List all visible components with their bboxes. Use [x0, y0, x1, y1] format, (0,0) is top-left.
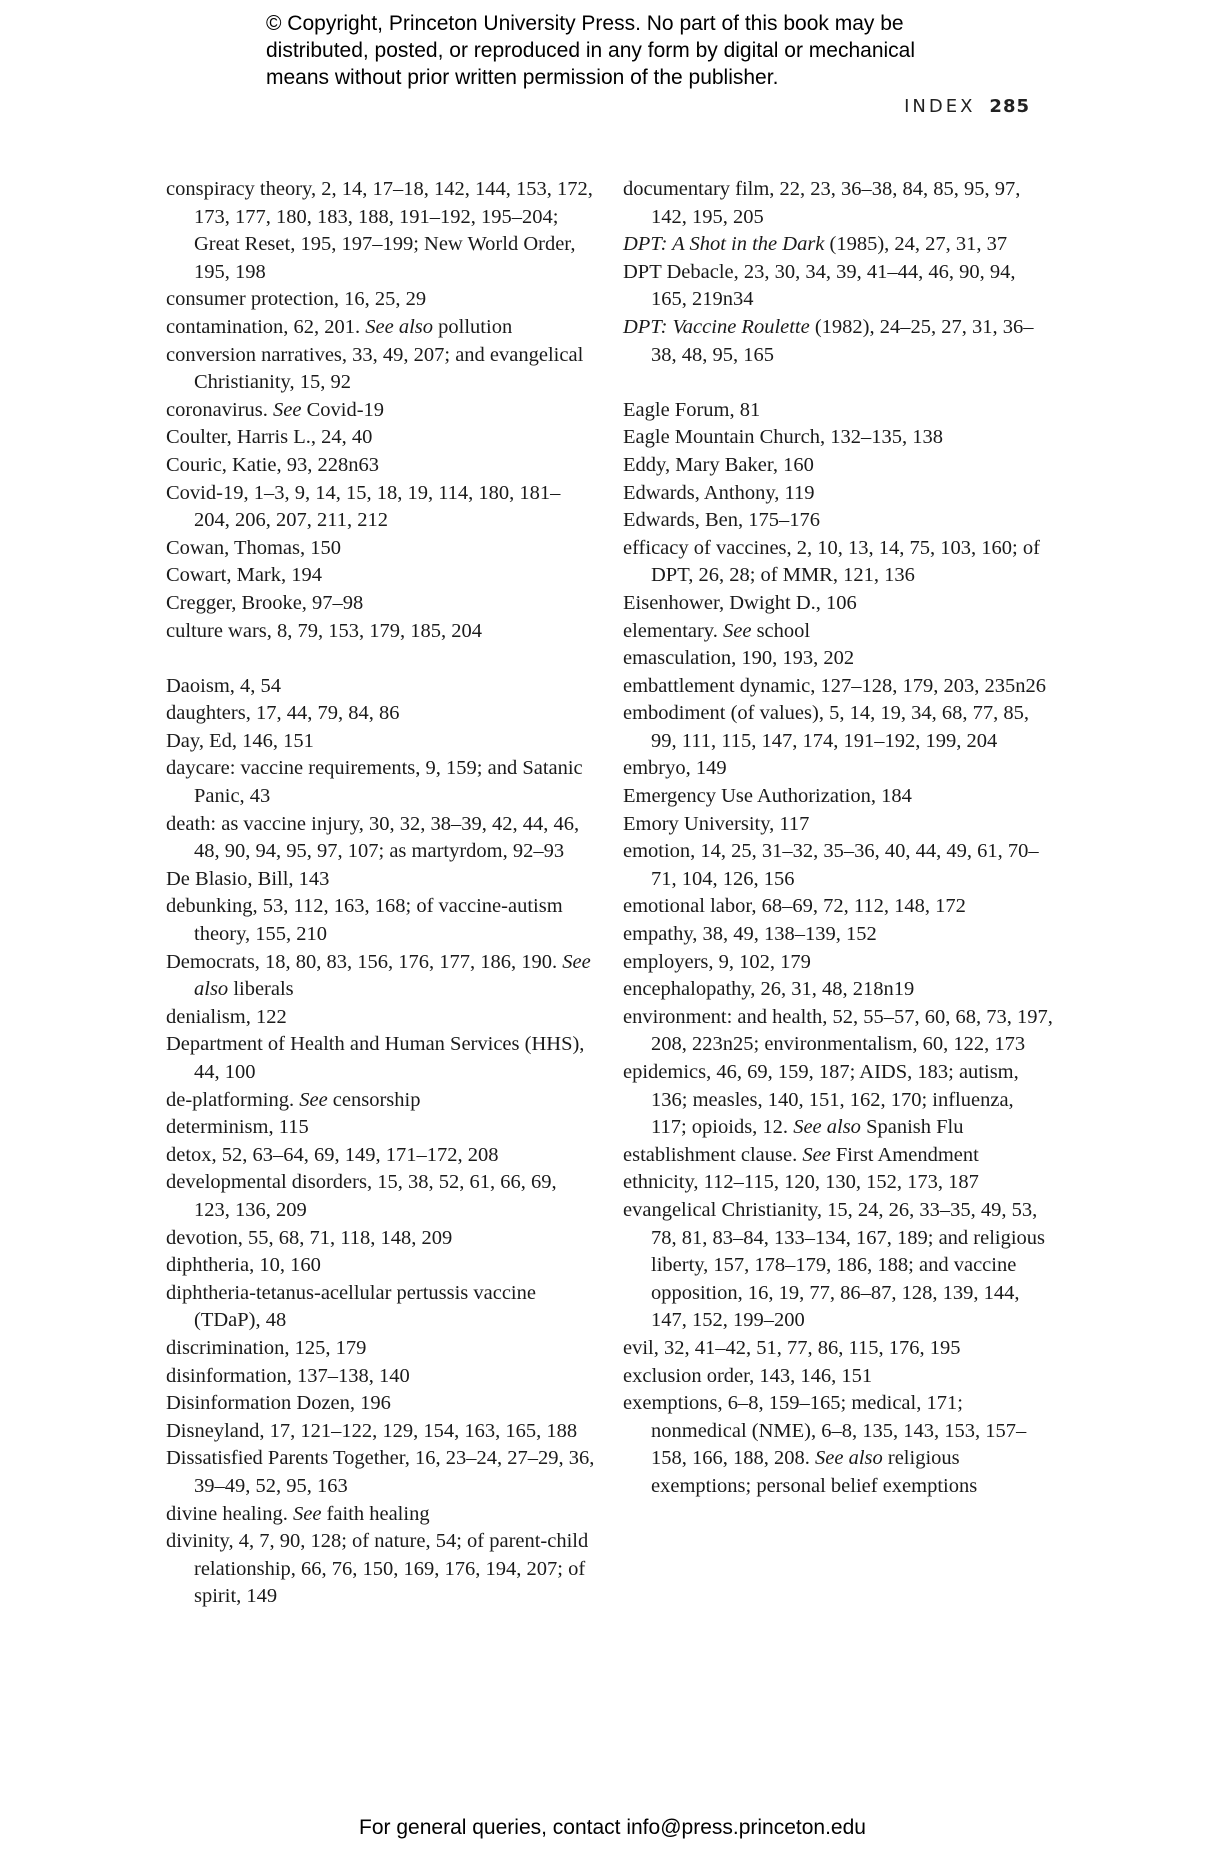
index-entry — [623, 1390, 1053, 1500]
index-entry-text: documentary film, 22, 23, 36–38, 84, 85, 95, 97, 142, 195, 205 — [623, 178, 1021, 228]
index-entry-text: coronavirus. — [166, 398, 274, 421]
index-entry — [166, 1225, 596, 1253]
index-entry-text: embryo, 149 — [623, 757, 727, 780]
index-entry — [166, 811, 596, 866]
index-column-right — [623, 176, 1053, 1501]
index-entry-text: diphtheria, 10, 160 — [166, 1254, 321, 1277]
index-entry-italic: See also — [194, 950, 591, 1001]
index-entry-text: (1985), 24, 27, 31, 37 — [824, 233, 1008, 256]
index-entry — [166, 1363, 596, 1391]
index-entry — [166, 590, 596, 618]
index-entry — [623, 811, 1053, 839]
index-entry-text: Eagle Mountain Church, 132–135, 138 — [623, 426, 943, 449]
index-entry-text: emasculation, 190, 193, 202 — [623, 647, 855, 670]
index-entry-text: Daoism, 4, 54 — [166, 674, 282, 697]
index-entry-text: (1982), 24–25, 27, 31, 36–38, 48, 95, 165 — [651, 315, 1034, 366]
index-entry — [623, 673, 1053, 701]
index-entry-text: Coulter, Harris L., 24, 40 — [166, 426, 373, 449]
index-entry-text: Department of Health and Human Services (HHS), 44, 100 — [166, 1033, 585, 1083]
index-entry — [166, 1169, 596, 1224]
index-entry — [166, 673, 596, 701]
index-entry — [623, 700, 1053, 755]
index-entry-text: detox, 52, 63–64, 69, 149, 171–172, 208 — [166, 1143, 499, 1166]
index-entry-text: Disinformation Dozen, 196 — [166, 1392, 391, 1415]
index-entry-text: Democrats, 18, 80, 83, 156, 176, 177, 186, 190. — [166, 950, 563, 973]
copyright-line: © Copyright, Princeton University Press. No part of this book may be — [266, 12, 904, 35]
index-entry — [623, 921, 1053, 949]
index-entry — [623, 755, 1053, 783]
index-entry-text: diphtheria-tetanus-acellular pertussis vaccine (TDaP), 48 — [166, 1281, 536, 1332]
index-entry — [166, 700, 596, 728]
index-entry-text: Spanish Flu — [860, 1116, 964, 1139]
index-entry-text: Eddy, Mary Baker, 160 — [623, 453, 814, 476]
index-entry-text: determinism, 115 — [166, 1116, 309, 1139]
index-entry-text: First Amendment — [830, 1143, 979, 1166]
index-entry-text: Cowan, Thomas, 150 — [166, 536, 342, 559]
index-entry — [623, 535, 1053, 590]
index-entry — [623, 452, 1053, 480]
index-entry — [166, 424, 596, 452]
letter-group-gap — [623, 369, 1053, 397]
index-entry — [623, 176, 1053, 231]
index-entry — [166, 1501, 596, 1529]
index-entry — [166, 1528, 596, 1611]
index-entry — [166, 1335, 596, 1363]
index-entry-text: culture wars, 8, 79, 153, 179, 185, 204 — [166, 619, 482, 642]
index-entry-text: DPT Debacle, 23, 30, 34, 39, 41–44, 46, 90, 94, 165, 219n34 — [623, 260, 1016, 311]
index-entry-text: Edwards, Anthony, 119 — [623, 481, 815, 504]
copyright-line: distributed, posted, or reproduced in any form by digital or mechanical — [266, 39, 916, 62]
index-entry — [623, 976, 1053, 1004]
index-entry-text: divinity, 4, 7, 90, 128; of nature, 54; of parent-child relationship, 66, 76, 150, 169, 176, 194, 207; of spirit, 149 — [166, 1530, 589, 1608]
index-entry-text: exclusion order, 143, 146, 151 — [623, 1364, 873, 1387]
footer-contact: For general queries, contact info@press.princeton.edu — [359, 1816, 866, 1839]
index-entry — [166, 1004, 596, 1032]
index-entry-text: discrimination, 125, 179 — [166, 1336, 367, 1359]
index-entry — [166, 314, 596, 342]
index-entry — [623, 949, 1053, 977]
index-entry — [623, 231, 1053, 259]
copyright-line: means without prior written permission of the publisher. — [266, 66, 779, 89]
copyright-notice — [266, 10, 1026, 91]
index-entry-italic: See also — [793, 1116, 861, 1139]
index-entry-text: Cowart, Mark, 194 — [166, 564, 323, 587]
index-entry-text: evangelical Christianity, 15, 24, 26, 33–35, 49, 53, 78, 81, 83–84, 133–134, 167, 189; and religious liberty, 157, 178–179, 186, 188; and vaccine opposition, 16, 19, 77, 86–87, 128, 139, 144, 147, 152, 199–200 — [623, 1198, 1046, 1332]
index-entry — [623, 590, 1053, 618]
index-entry-text: Cregger, Brooke, 97–98 — [166, 591, 364, 614]
index-entry-italic: DPT: A Shot in the Dark — [623, 233, 825, 256]
index-entry — [166, 755, 596, 810]
index-entry — [166, 618, 596, 646]
index-entry-text: disinformation, 137–138, 140 — [166, 1364, 410, 1387]
index-entry-text: Covid-19 — [301, 398, 385, 421]
index-entry-italic: See — [722, 619, 752, 642]
index-entry-text: encephalopathy, 26, 31, 48, 218n19 — [623, 978, 915, 1001]
index-entry-text: ethnicity, 112–115, 120, 130, 152, 173, 187 — [623, 1171, 979, 1194]
index-entry-text: epidemics, 46, 69, 159, 187; AIDS, 183; autism, 136; measles, 140, 151, 162, 170; influenza, 117; opioids, 12. — [623, 1061, 1019, 1139]
index-entry-text: death: as vaccine injury, 30, 32, 38–39, 42, 44, 46, 48, 90, 94, 95, 97, 107; as martyrdom, 92–93 — [166, 812, 580, 863]
index-entry — [166, 452, 596, 480]
page-number: 285 — [989, 96, 1030, 117]
index-entry-text: elementary. — [623, 619, 723, 642]
index-entry-text: Eisenhower, Dwight D., 106 — [623, 591, 857, 614]
index-entry — [166, 1280, 596, 1335]
index-entry-text: daughters, 17, 44, 79, 84, 86 — [166, 702, 400, 725]
index-entry — [623, 397, 1053, 425]
index-entry — [166, 949, 596, 1004]
index-entry-text: censorship — [327, 1088, 421, 1111]
index-entry — [623, 645, 1053, 673]
index-entry-text: denialism, 122 — [166, 1005, 287, 1028]
index-entry-text: Dissatisfied Parents Together, 16, 23–24, 27–29, 36, 39–49, 52, 95, 163 — [166, 1447, 595, 1497]
index-column-left — [166, 176, 596, 1611]
index-entry — [623, 838, 1053, 893]
index-entry — [623, 1169, 1053, 1197]
index-entry — [623, 783, 1053, 811]
index-entry-text: Couric, Katie, 93, 228n63 — [166, 453, 379, 476]
index-entry — [166, 1114, 596, 1142]
index-entry-text: exemptions, 6–8, 159–165; medical, 171; nonmedical (NME), 6–8, 135, 143, 153, 157–158, 166, 188, 208. — [623, 1392, 1027, 1470]
index-entry-text: employers, 9, 102, 179 — [623, 950, 811, 973]
index-entry-text: environment: and health, 52, 55–57, 60, 68, 73, 197, 208, 223n25; environmentalism, 60, 122, 173 — [623, 1005, 1053, 1056]
index-entry-text: religious exemptions; personal belief exemptions — [651, 1447, 978, 1497]
index-entry-text: developmental disorders, 15, 38, 52, 61, 66, 69, 123, 136, 209 — [166, 1171, 557, 1221]
index-entry-text: debunking, 53, 112, 163, 168; of vaccine-autism theory, 155, 210 — [166, 895, 563, 946]
index-entry-text: Edwards, Ben, 175–176 — [623, 509, 821, 532]
index-entry — [623, 1059, 1053, 1142]
index-entry — [623, 480, 1053, 508]
index-entry-text: devotion, 55, 68, 71, 118, 148, 209 — [166, 1226, 453, 1249]
index-entry — [166, 397, 596, 425]
index-entry-italic: See — [299, 1088, 328, 1111]
index-entry — [166, 1031, 596, 1086]
index-entry-text: conversion narratives, 33, 49, 207; and evangelical Christianity, 15, 92 — [166, 343, 584, 394]
index-entry-text: empathy, 38, 49, 138–139, 152 — [623, 923, 877, 946]
index-entry-text: Disneyland, 17, 121–122, 129, 154, 163, 165, 188 — [166, 1419, 578, 1442]
index-entry-italic: See — [802, 1143, 831, 1166]
running-head — [904, 96, 1030, 117]
index-entry-italic: See — [273, 398, 302, 421]
index-entry-text: pollution — [433, 315, 513, 338]
index-entry-text: Emergency Use Authorization, 184 — [623, 785, 912, 808]
index-entry — [623, 1335, 1053, 1363]
index-entry-italic: See also — [365, 315, 434, 338]
index-entry-text: de-platforming. — [166, 1088, 300, 1111]
index-entry-italic: See also — [815, 1447, 883, 1470]
index-entry-text: liberals — [228, 978, 294, 1001]
index-entry-text: Covid-19, 1–3, 9, 14, 15, 18, 19, 114, 180, 181–204, 206, 207, 211, 212 — [166, 481, 561, 532]
index-entry — [623, 618, 1053, 646]
index-entry — [623, 1197, 1053, 1335]
index-entry — [623, 1004, 1053, 1059]
index-entry — [166, 1142, 596, 1170]
index-entry — [166, 728, 596, 756]
index-entry-text: evil, 32, 41–42, 51, 77, 86, 115, 176, 195 — [623, 1336, 961, 1359]
index-entry — [623, 259, 1053, 314]
index-entry — [166, 342, 596, 397]
index-entry — [166, 1252, 596, 1280]
index-entry — [166, 893, 596, 948]
index-entry-text: contamination, 62, 201. — [166, 315, 366, 338]
index-entry — [623, 424, 1053, 452]
index-entry-text: emotional labor, 68–69, 72, 112, 148, 172 — [623, 895, 966, 918]
index-entry — [166, 1445, 596, 1500]
index-entry-text: embodiment (of values), 5, 14, 19, 34, 68, 77, 85, 99, 111, 115, 147, 174, 191–192, 199, 204 — [623, 702, 1029, 752]
index-entry-text: De Blasio, Bill, 143 — [166, 867, 330, 890]
index-entry-text: faith healing — [321, 1502, 430, 1525]
index-entry-text: embattlement dynamic, 127–128, 179, 203, 235n26 — [623, 674, 1047, 697]
index-entry-text: school — [751, 619, 811, 642]
index-entry — [166, 286, 596, 314]
index-entry-text: Day, Ed, 146, 151 — [166, 729, 314, 752]
index-entry-text: establishment clause. — [623, 1143, 803, 1166]
index-entry-text: divine healing. — [166, 1502, 293, 1525]
index-entry — [623, 507, 1053, 535]
index-entry — [166, 866, 596, 894]
index-entry-text: Emory University, 117 — [623, 812, 810, 835]
index-entry — [166, 480, 596, 535]
index-entry — [623, 1142, 1053, 1170]
running-head-label: INDEX — [904, 96, 976, 117]
index-entry — [166, 176, 596, 286]
index-entry-text: emotion, 14, 25, 31–32, 35–36, 40, 44, 49, 61, 70–71, 104, 126, 156 — [623, 840, 1039, 890]
index-entry-italic: See — [292, 1502, 322, 1525]
index-entry-text: daycare: vaccine requirements, 9, 159; and Satanic Panic, 43 — [166, 757, 583, 808]
index-entry — [623, 1363, 1053, 1391]
index-entry-text: Eagle Forum, 81 — [623, 398, 761, 421]
letter-group-gap — [166, 645, 596, 673]
index-entry — [166, 562, 596, 590]
index-entry — [166, 1390, 596, 1418]
index-entry — [166, 1087, 596, 1115]
index-entry — [623, 893, 1053, 921]
index-entry-text: consumer protection, 16, 25, 29 — [166, 288, 427, 311]
index-entry — [623, 314, 1053, 369]
index-entry-italic: DPT: Vaccine Roulette — [623, 315, 810, 338]
index-entry — [166, 1418, 596, 1446]
index-entry — [166, 535, 596, 563]
index-entry-text: efficacy of vaccines, 2, 10, 13, 14, 75, 103, 160; of DPT, 26, 28; of MMR, 121, 136 — [623, 536, 1040, 587]
index-entry-text: conspiracy theory, 2, 14, 17–18, 142, 144, 153, 172, 173, 177, 180, 183, 188, 191–192, 195–204; Great Reset, 195, 197–199; New World Order, 195, 198 — [166, 178, 593, 283]
